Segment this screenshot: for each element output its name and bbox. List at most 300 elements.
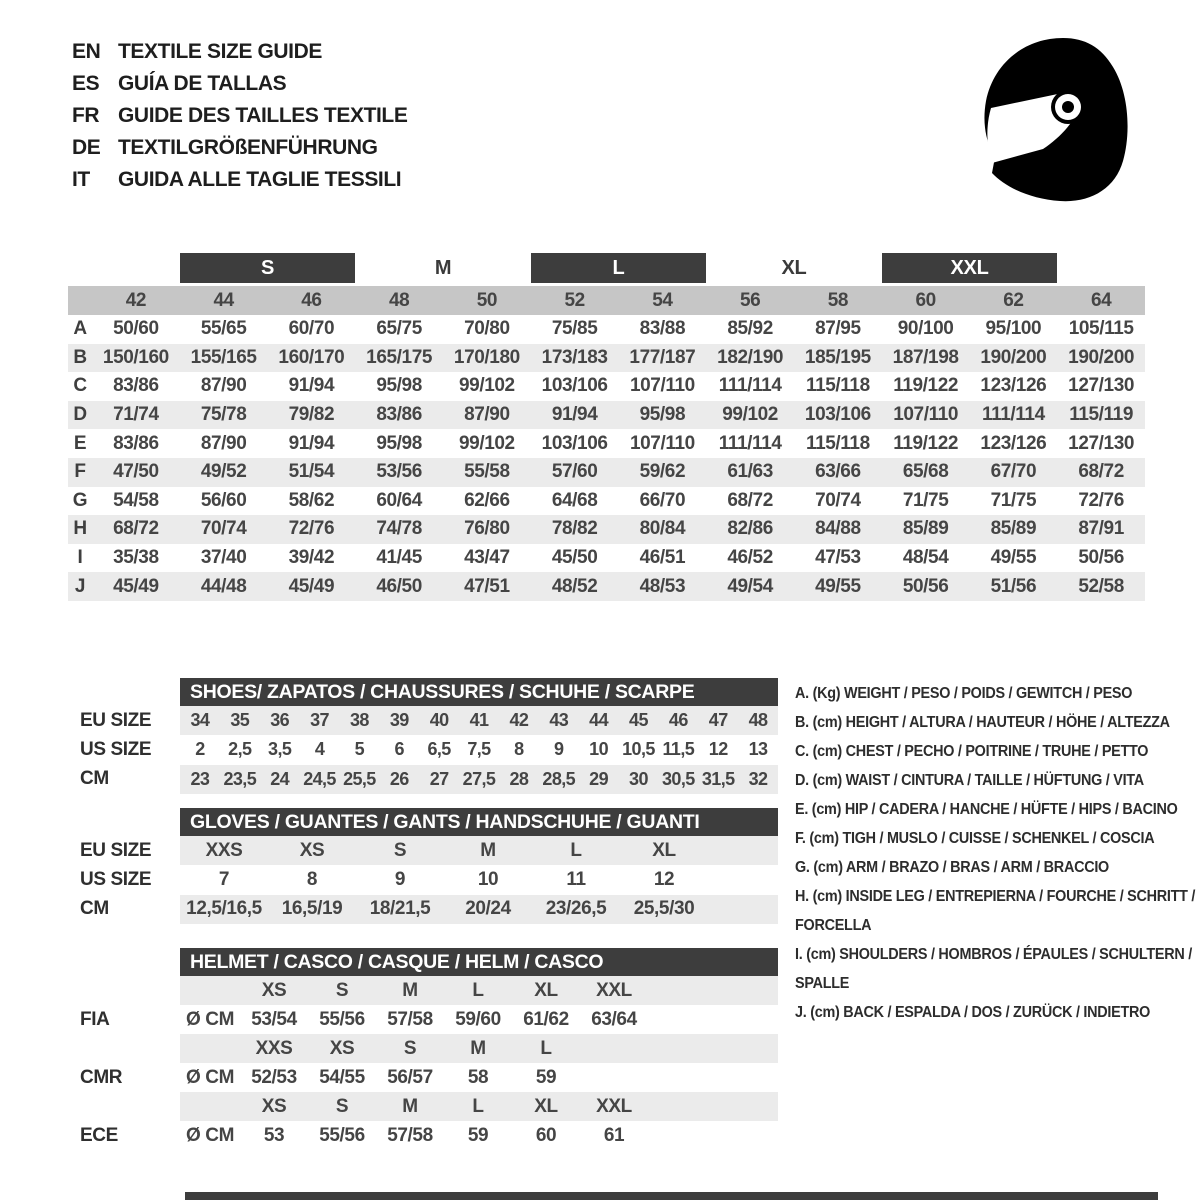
size-number: 56 — [739, 289, 761, 311]
shoes-cell: 46 — [668, 710, 688, 731]
row-key: I — [77, 547, 83, 569]
row-key: J — [74, 575, 86, 597]
size-cell: 119/122 — [893, 375, 959, 397]
size-cell: 83/86 — [113, 375, 159, 397]
helmet-table-body — [68, 976, 778, 1150]
size-number: 62 — [1003, 289, 1024, 311]
helmet-cell: 55/56 — [319, 1008, 365, 1030]
size-cell: 177/187 — [629, 346, 696, 368]
size-group-s: S — [180, 253, 356, 283]
cut-off-section-bar — [185, 1192, 1158, 1200]
size-cell: 70/74 — [200, 518, 247, 540]
textile-size-table — [68, 253, 1145, 601]
size-cell: 165/175 — [366, 346, 433, 368]
gloves-row-label: US SIZE — [80, 868, 152, 890]
gloves-cell: 10 — [477, 868, 499, 890]
size-cell: 185/195 — [804, 346, 871, 368]
size-group-xxl: XXL — [882, 253, 1058, 283]
size-cell: 74/78 — [376, 518, 422, 540]
size-cell: 83/88 — [639, 318, 686, 340]
size-cell: 46/50 — [376, 575, 422, 597]
size-cell: 99/102 — [459, 432, 515, 454]
size-cell: 47/50 — [113, 461, 159, 483]
size-cell: 58/62 — [288, 489, 335, 511]
gloves-table-body — [68, 836, 778, 924]
size-cell: 83/86 — [113, 432, 159, 454]
language-code: IT — [72, 168, 90, 191]
shoes-cell: 3,5 — [268, 739, 292, 760]
shoes-row-eu-size — [68, 706, 778, 735]
shoes-cell: 48 — [748, 710, 768, 731]
helmet-spacer — [180, 976, 240, 1005]
size-cell: 62/66 — [464, 489, 510, 511]
size-cell: 46/52 — [727, 547, 773, 569]
size-cell: 115/118 — [805, 375, 870, 397]
helmet-size-label: XXS — [255, 1037, 293, 1059]
helmet-spacer — [68, 1034, 180, 1063]
helmet-cell: 52/53 — [251, 1066, 297, 1088]
shoes-cell: 29 — [589, 768, 608, 789]
legend-item-c: C. (cm) CHEST / PECHO / POITRINE / TRUHE / PETTO — [795, 743, 1149, 760]
shoes-cell: 13 — [748, 739, 768, 760]
size-row-F — [68, 458, 1145, 487]
legend-item-a: A. (Kg) WEIGHT / PESO / POIDS / GEWITCH / PESO — [795, 685, 1133, 702]
gloves-cell: 18/21,5 — [369, 898, 431, 920]
gloves-row-us-size — [68, 865, 778, 894]
gloves-cell: 25,5/30 — [633, 898, 695, 920]
shoes-cell: 44 — [589, 710, 608, 731]
helmet-size-label: XXL — [596, 1095, 632, 1117]
size-row-B — [68, 344, 1145, 373]
size-cell: 49/55 — [990, 547, 1037, 569]
size-cell: 111/114 — [718, 432, 782, 454]
size-cell: 53/56 — [376, 461, 422, 483]
language-title: TEXTILE SIZE GUIDE — [118, 40, 322, 63]
size-cell: 51/56 — [990, 575, 1037, 597]
size-cell: 54/58 — [113, 489, 159, 511]
size-cell: 71/74 — [113, 404, 159, 426]
size-cell: 83/86 — [376, 404, 422, 426]
helmet-cell: 59 — [535, 1066, 557, 1088]
helmet-size-label: XXL — [596, 979, 632, 1001]
size-cell: 85/92 — [727, 318, 773, 340]
helmet-cell: 61/62 — [523, 1008, 569, 1030]
helmet-cell: 58 — [467, 1066, 489, 1088]
gloves-cell: 7 — [218, 868, 230, 890]
gloves-cell: 20/24 — [465, 898, 511, 920]
helmet-values-row-ece — [68, 1121, 778, 1150]
row-key: B — [73, 346, 87, 368]
gloves-cell: 9 — [394, 868, 406, 890]
size-cell: 111/114 — [982, 404, 1045, 426]
shoes-cell: 42 — [509, 710, 529, 731]
shoes-cell: 31,5 — [701, 768, 735, 789]
helmet-cell: 57/58 — [387, 1008, 433, 1030]
shoes-cell: 12 — [708, 739, 728, 760]
shoes-cell: 2 — [195, 739, 205, 760]
size-row-D — [68, 401, 1145, 430]
size-cell: 65/68 — [902, 461, 949, 483]
helmet-sizes-row-ece — [68, 1092, 778, 1121]
size-cell: 71/75 — [902, 489, 949, 511]
helmet-standard-label: CMR — [80, 1066, 123, 1088]
shoes-cell: 28,5 — [542, 768, 576, 789]
helmet-size-table — [68, 948, 778, 1150]
size-cell: 47/53 — [815, 547, 861, 569]
shoes-row-label: US SIZE — [80, 738, 152, 760]
size-cell: 71/75 — [990, 489, 1037, 511]
size-cell: 47/51 — [464, 575, 510, 597]
language-title: GUIDA ALLE TAGLIE TESSILI — [118, 168, 402, 191]
size-number: 44 — [213, 289, 234, 311]
legend-item-j: J. (cm) BACK / ESPALDA / DOS / ZURÜCK / INDIETRO — [795, 1004, 1151, 1021]
size-cell: 79/82 — [288, 404, 335, 426]
helmet-size-label: XS — [261, 1095, 287, 1117]
language-code: EN — [72, 40, 101, 63]
size-row-H — [68, 515, 1145, 544]
language-item — [72, 100, 407, 132]
language-item — [72, 36, 407, 68]
helmet-size-label: S — [335, 1095, 349, 1117]
shoes-cell: 10,5 — [622, 739, 655, 760]
size-cell: 37/40 — [200, 547, 247, 569]
helmet-size-label: XL — [534, 1095, 558, 1117]
legend-item-b: B. (cm) HEIGHT / ALTURA / HAUTEUR / HÖHE / ALTEZZA — [795, 714, 1170, 731]
shoes-row-cm — [68, 765, 778, 794]
size-cell: 190/200 — [1068, 346, 1135, 368]
gloves-cell: 12 — [653, 868, 675, 890]
shoes-cell: 28 — [509, 768, 529, 789]
shoes-cell: 45 — [629, 710, 648, 731]
shoes-row-label: EU SIZE — [80, 709, 152, 731]
row-key: A — [73, 318, 87, 340]
helmet-sizes-row-cmr — [68, 1034, 778, 1063]
shoes-cell: 11,5 — [662, 739, 695, 760]
size-cell: 61/63 — [727, 461, 773, 483]
legend-item-d: D. (cm) WAIST / CINTURA / TAILLE / HÜFTUNG / VITA — [795, 772, 1144, 789]
helmet-size-label: L — [540, 1037, 552, 1059]
helmet-unit-label: Ø CM — [185, 1066, 234, 1088]
helmet-cell: 59 — [467, 1124, 489, 1146]
helmet-values-row-fia — [68, 1005, 778, 1034]
helmet-unit-label: Ø CM — [185, 1008, 234, 1030]
helmet-table-title: HELMET / CASCO / CASQUE / HELM / CASCO — [180, 948, 778, 976]
size-cell: 48/53 — [639, 575, 686, 597]
size-number: 42 — [125, 289, 147, 311]
size-cell: 99/102 — [722, 404, 778, 426]
size-cell: 39/42 — [288, 547, 335, 569]
helmet-size-label: L — [472, 979, 484, 1001]
shoes-size-table — [68, 678, 778, 794]
shoes-cell: 7,5 — [467, 739, 491, 760]
size-number: 50 — [476, 289, 498, 311]
size-cell: 35/38 — [113, 547, 159, 569]
size-cell: 103/106 — [541, 432, 608, 454]
helmet-cell — [580, 1063, 648, 1092]
size-cell: 107/110 — [893, 404, 959, 426]
helmet-cell: 57/58 — [387, 1124, 433, 1146]
shoes-cell: 36 — [270, 710, 290, 731]
size-cell: 87/91 — [1078, 518, 1124, 540]
language-item — [72, 68, 407, 100]
size-cell: 45/50 — [551, 547, 598, 569]
shoes-cell: 9 — [554, 739, 564, 760]
shoes-cell: 38 — [349, 710, 369, 731]
size-cell: 87/90 — [200, 432, 247, 454]
shoes-cell: 5 — [354, 739, 365, 760]
size-cell: 43/47 — [464, 547, 510, 569]
size-cell: 59/62 — [639, 461, 686, 483]
size-cell: 70/74 — [815, 489, 861, 511]
size-cell: 48/52 — [551, 575, 598, 597]
shoes-cell: 43 — [549, 710, 569, 731]
gloves-cell: XS — [299, 839, 325, 861]
shoes-cell: 34 — [190, 710, 210, 731]
size-cell: 84/88 — [815, 518, 861, 540]
size-cell: 123/126 — [980, 375, 1047, 397]
size-cell: 111/114 — [718, 375, 782, 397]
size-cell: 123/126 — [980, 432, 1047, 454]
size-cell: 49/55 — [815, 575, 861, 597]
size-cell: 50/56 — [902, 575, 949, 597]
shoes-cell: 25,5 — [343, 768, 376, 789]
helmet-cell: 53/54 — [251, 1008, 297, 1030]
size-cell: 150/160 — [102, 346, 169, 368]
size-cell: 103/106 — [541, 375, 608, 397]
size-cell: 85/89 — [902, 518, 949, 540]
gloves-cell: 11 — [566, 868, 586, 890]
size-cell: 115/118 — [805, 432, 870, 454]
shoes-cell: 6 — [394, 739, 404, 760]
row-key: E — [73, 432, 87, 454]
row-key: F — [74, 461, 86, 483]
size-cell: 55/58 — [464, 461, 510, 483]
size-group-l: L — [531, 253, 707, 283]
language-item — [72, 132, 407, 164]
row-key: H — [73, 518, 87, 540]
size-cell: 90/100 — [897, 318, 954, 340]
gloves-cell: 12,5/16,5 — [186, 898, 262, 920]
shoes-row-label: CM — [80, 768, 109, 790]
shoes-cell: 41 — [469, 710, 489, 731]
shoes-table-title: SHOES/ ZAPATOS / CHAUSSURES / SCHUHE / SCARPE — [180, 678, 778, 706]
helmet-cell: 59/60 — [455, 1008, 501, 1030]
size-table-body — [68, 315, 1145, 601]
shoes-cell: 37 — [310, 710, 329, 731]
size-number: 48 — [388, 289, 410, 311]
shoes-cell: 23 — [190, 768, 210, 789]
helmet-size-label: M — [402, 979, 418, 1001]
size-number-spacer — [68, 286, 92, 315]
size-cell: 78/82 — [551, 518, 598, 540]
size-cell: 173/183 — [541, 346, 608, 368]
size-cell: 49/54 — [727, 575, 773, 597]
shoes-cell: 39 — [389, 710, 409, 731]
helmet-size-label: XS — [329, 1037, 355, 1059]
size-cell: 75/78 — [200, 404, 247, 426]
language-title: GUIDE DES TAILLES TEXTILE — [118, 104, 408, 127]
gloves-cell: 16,5/19 — [281, 898, 343, 920]
size-cell: 49/52 — [200, 461, 247, 483]
gloves-row-eu-size — [68, 836, 778, 865]
size-group-m: M — [434, 256, 452, 279]
size-cell: 119/122 — [893, 432, 959, 454]
size-row-C — [68, 372, 1145, 401]
size-cell: 87/90 — [200, 375, 247, 397]
shoes-cell: 24,5 — [303, 768, 336, 789]
helmet-cell: 56/57 — [387, 1066, 433, 1088]
legend-item-i: I. (cm) SHOULDERS / HOMBROS / ÉPAULES / SCHULTERN / SPALLE — [795, 946, 1192, 992]
size-cell: 68/72 — [113, 518, 159, 540]
size-cell: 103/106 — [804, 404, 871, 426]
size-cell: 95/98 — [376, 375, 422, 397]
shoes-cell: 47 — [708, 710, 728, 731]
gloves-cell: L — [570, 839, 582, 861]
gloves-cell: XL — [652, 839, 676, 861]
size-cell: 52/58 — [1078, 575, 1124, 597]
size-cell: 56/60 — [200, 489, 247, 511]
language-code: FR — [72, 104, 100, 127]
size-cell: 107/110 — [629, 375, 695, 397]
gloves-row-label: EU SIZE — [80, 839, 152, 861]
size-cell: 57/60 — [551, 461, 598, 483]
helmet-standard-label: FIA — [80, 1008, 110, 1030]
gloves-cell: S — [393, 839, 407, 861]
helmet-size-label: M — [470, 1037, 486, 1059]
size-cell: 95/98 — [376, 432, 422, 454]
helmet-standard-label: ECE — [80, 1124, 118, 1146]
size-cell: 41/45 — [376, 547, 422, 569]
gloves-cell: XXS — [205, 839, 243, 861]
size-row-I — [68, 544, 1145, 573]
size-cell: 91/94 — [288, 432, 335, 454]
size-cell: 107/110 — [629, 432, 695, 454]
shoes-cell: 26 — [389, 768, 409, 789]
size-cell: 91/94 — [288, 375, 335, 397]
shoes-cell: 27 — [429, 768, 449, 789]
row-key: D — [73, 404, 87, 426]
size-cell: 76/80 — [464, 518, 510, 540]
size-number: 64 — [1090, 289, 1112, 311]
size-cell: 67/70 — [990, 461, 1037, 483]
size-row-E — [68, 429, 1145, 458]
size-cell: 68/72 — [1078, 461, 1124, 483]
size-number: 58 — [827, 289, 849, 311]
size-cell: 95/100 — [985, 318, 1042, 340]
helmet-size-label: S — [335, 979, 349, 1001]
helmet-spacer — [68, 976, 180, 1005]
size-group-header-row — [68, 253, 1145, 283]
size-cell: 75/85 — [551, 318, 598, 340]
size-group-xl: XL — [781, 256, 807, 279]
size-number: 54 — [652, 289, 673, 311]
size-cell: 46/51 — [639, 547, 686, 569]
gloves-row-label: CM — [80, 898, 109, 920]
gloves-table-title: GLOVES / GUANTES / GANTS / HANDSCHUHE / GUANTI — [180, 808, 778, 836]
size-cell: 45/49 — [288, 575, 335, 597]
size-cell: 95/98 — [639, 404, 686, 426]
size-cell: 48/54 — [902, 547, 949, 569]
gloves-cell: M — [480, 839, 496, 861]
shoes-cell: 30 — [629, 768, 648, 789]
shoes-cell: 23,5 — [223, 768, 257, 789]
size-cell: 91/94 — [551, 404, 598, 426]
language-title: TEXTILGRÖßENFÜHRUNG — [118, 136, 378, 159]
size-cell: 127/130 — [1068, 432, 1135, 454]
language-item — [72, 164, 407, 196]
size-cell: 66/70 — [639, 489, 686, 511]
helmet-cell: 55/56 — [319, 1124, 365, 1146]
size-number: 46 — [301, 289, 322, 311]
size-cell: 99/102 — [459, 375, 515, 397]
shoes-cell: 35 — [230, 710, 250, 731]
shoes-cell: 8 — [514, 739, 524, 760]
size-cell: 155/165 — [190, 346, 257, 368]
helmet-sizes-row-fia — [68, 976, 778, 1005]
size-cell: 51/54 — [288, 461, 335, 483]
size-cell: 50/60 — [113, 318, 159, 340]
helmet-cell: 53 — [263, 1124, 285, 1146]
size-cell: 63/66 — [815, 461, 861, 483]
size-cell: 190/200 — [980, 346, 1047, 368]
size-cell: 55/65 — [200, 318, 247, 340]
legend-item-f: F. (cm) TIGH / MUSLO / CUISSE / SCHENKEL / COSCIA — [795, 830, 1155, 847]
language-code: ES — [72, 72, 100, 95]
helmet-cell: 61 — [603, 1124, 625, 1146]
shoes-cell: 30,5 — [662, 768, 695, 789]
size-cell: 64/68 — [551, 489, 598, 511]
helmet-spacer — [180, 1034, 240, 1063]
helmet-cell: 63/64 — [591, 1008, 637, 1030]
size-cell: 50/56 — [1078, 547, 1124, 569]
size-row-J — [68, 572, 1145, 601]
size-cell: 72/76 — [288, 518, 335, 540]
helmet-size-label: S — [403, 1037, 417, 1059]
size-cell: 127/130 — [1068, 375, 1135, 397]
size-cell: 70/80 — [464, 318, 510, 340]
size-cell: 87/90 — [464, 404, 510, 426]
size-row-A — [68, 315, 1145, 344]
size-cell: 182/190 — [717, 346, 784, 368]
size-cell: 160/170 — [278, 346, 345, 368]
size-cell: 82/86 — [727, 518, 773, 540]
size-cell: 187/198 — [892, 346, 959, 368]
size-number: 60 — [915, 289, 936, 311]
row-key: G — [72, 489, 88, 511]
size-cell: 65/75 — [376, 318, 422, 340]
row-key: C — [73, 375, 87, 397]
gloves-cell: 23/26,5 — [545, 898, 607, 920]
size-cell: 45/49 — [113, 575, 159, 597]
shoes-table-body — [68, 706, 778, 794]
language-title-list — [72, 36, 407, 196]
size-cell: 72/76 — [1078, 489, 1124, 511]
shoes-cell: 4 — [314, 739, 325, 760]
helmet-values-row-cmr — [68, 1063, 778, 1092]
size-cell: 105/115 — [1068, 318, 1134, 340]
gloves-size-table — [68, 808, 778, 924]
size-cell: 85/89 — [990, 518, 1037, 540]
helmet-size-label: L — [472, 1095, 484, 1117]
size-cell: 115/119 — [1069, 404, 1134, 426]
helmet-size-label: M — [402, 1095, 418, 1117]
size-cell: 60/70 — [288, 318, 335, 340]
size-number-header-row — [68, 286, 1145, 315]
legend-item-e: E. (cm) HIP / CADERA / HANCHE / HÜFTE / HIPS / BACINO — [795, 801, 1178, 818]
helmet-spacer — [180, 1092, 240, 1121]
helmet-size-label: XL — [534, 979, 558, 1001]
shoes-cell: 40 — [429, 710, 449, 731]
